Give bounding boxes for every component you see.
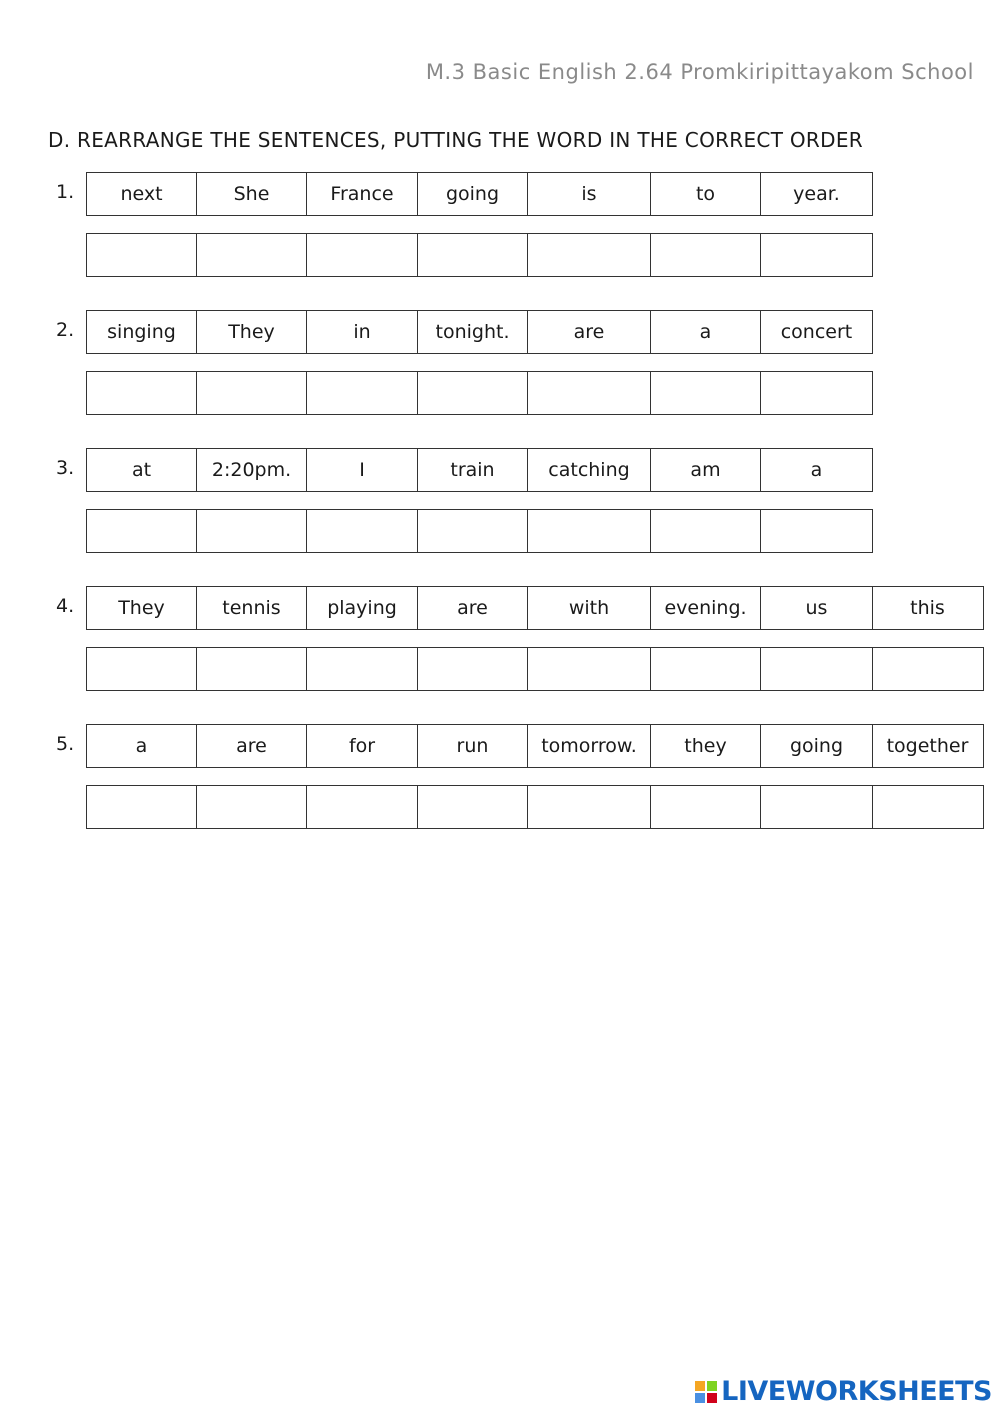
word-cell: catching [527,448,651,492]
word-cell: They [196,310,308,354]
word-cell: a [650,310,762,354]
answer-box[interactable] [196,785,308,829]
exercise-number: 2. [56,319,75,341]
answer-box[interactable] [417,785,529,829]
answer-row [86,509,873,553]
answer-box[interactable] [760,647,873,691]
answer-box[interactable] [760,233,873,277]
word-cell: train [417,448,529,492]
answer-box[interactable] [527,233,651,277]
answer-box[interactable] [196,509,308,553]
answer-box[interactable] [872,785,984,829]
word-cell: they [650,724,762,768]
answer-row [86,371,873,415]
word-cell: tonight. [417,310,529,354]
word-cell: this [872,586,984,630]
word-bank-row [86,310,873,354]
word-cell: going [417,172,529,216]
exercise-number: 5. [56,733,75,755]
answer-box[interactable] [527,371,651,415]
answer-box[interactable] [872,647,984,691]
word-cell: They [86,586,197,630]
answer-box[interactable] [86,371,197,415]
logo-text: LIVEWORKSHEETS [721,1376,992,1407]
answer-box[interactable] [650,647,762,691]
word-cell: a [86,724,197,768]
answer-box[interactable] [306,509,418,553]
answer-box[interactable] [86,785,197,829]
answer-box[interactable] [86,509,197,553]
answer-box[interactable] [417,233,529,277]
word-cell: together [872,724,984,768]
answer-box[interactable] [196,371,308,415]
answer-row [86,233,873,277]
instruction-heading: D. REARRANGE THE SENTENCES, PUTTING THE WORD IN THE CORRECT ORDER [48,128,863,152]
worksheet-header: M.3 Basic English 2.64 Promkiripittayakom School [425,60,974,84]
word-cell: 2:20pm. [196,448,308,492]
answer-box[interactable] [196,233,308,277]
answer-box[interactable] [306,785,418,829]
word-cell: is [527,172,651,216]
answer-box[interactable] [306,371,418,415]
word-bank-row [86,586,984,630]
exercise-number: 4. [56,595,75,617]
exercise-number: 3. [56,457,75,479]
answer-box[interactable] [650,233,762,277]
answer-box[interactable] [650,371,762,415]
exercise-number: 1. [56,181,75,203]
logo-icon [695,1381,717,1403]
word-cell: She [196,172,308,216]
answer-row [86,785,984,829]
logo-square-1 [695,1381,705,1391]
word-cell: are [417,586,529,630]
answer-box[interactable] [306,233,418,277]
answer-box[interactable] [196,647,308,691]
answer-box[interactable] [760,509,873,553]
answer-box[interactable] [527,647,651,691]
word-cell: run [417,724,529,768]
word-cell: playing [306,586,418,630]
answer-box[interactable] [760,371,873,415]
word-cell: tomorrow. [527,724,651,768]
word-cell: a [760,448,873,492]
answer-box[interactable] [760,785,873,829]
word-cell: are [527,310,651,354]
answer-box[interactable] [86,233,197,277]
word-cell: evening. [650,586,762,630]
word-cell: year. [760,172,873,216]
word-cell: in [306,310,418,354]
logo-square-4 [707,1393,717,1403]
word-bank-row [86,724,984,768]
word-cell: at [86,448,197,492]
word-cell: are [196,724,308,768]
word-bank-row [86,448,873,492]
answer-box[interactable] [306,647,418,691]
word-cell: for [306,724,418,768]
logo-square-3 [695,1393,705,1403]
answer-box[interactable] [417,647,529,691]
word-cell: I [306,448,418,492]
word-cell: tennis [196,586,308,630]
answer-box[interactable] [527,509,651,553]
word-cell: concert [760,310,873,354]
word-cell: going [760,724,873,768]
answer-box[interactable] [417,371,529,415]
word-cell: with [527,586,651,630]
word-bank-row [86,172,873,216]
answer-box[interactable] [650,785,762,829]
answer-row [86,647,984,691]
word-cell: France [306,172,418,216]
answer-box[interactable] [527,785,651,829]
answer-box[interactable] [86,647,197,691]
word-cell: to [650,172,762,216]
word-cell: next [86,172,197,216]
answer-box[interactable] [417,509,529,553]
liveworksheets-logo[interactable] [695,1376,992,1407]
answer-box[interactable] [650,509,762,553]
word-cell: am [650,448,762,492]
logo-square-2 [707,1381,717,1391]
word-cell: us [760,586,873,630]
word-cell: singing [86,310,197,354]
